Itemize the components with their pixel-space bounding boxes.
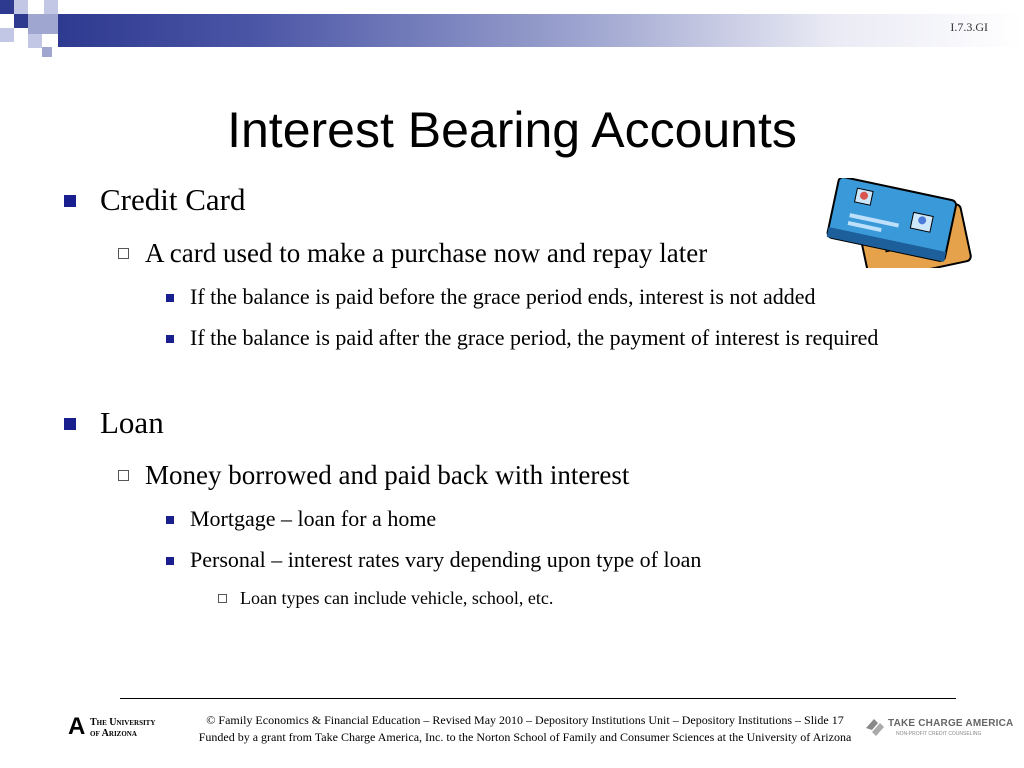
bullet-square-icon <box>64 418 76 430</box>
footer-divider <box>120 698 956 699</box>
tca-name: TAKE CHARGE AMERICA <box>888 718 1014 729</box>
tca-subtitle: NON-PROFIT CREDIT COUNSELING <box>896 731 982 737</box>
bullet-square-small-icon <box>166 516 174 524</box>
footer-text <box>190 712 860 746</box>
footer-copyright: © Family Economics & Financial Education – Revised May 2010 – Depository Institutions Unit – Depository Institutions – Slide 17 <box>206 713 844 727</box>
bullet-square-small-icon <box>166 294 174 302</box>
footer-funding: Funded by a grant from Take Charge America, Inc. to the Norton School of Family and Consumer Sciences at the University of Arizona <box>198 730 852 744</box>
loan-point: Mortgage – loan for a home <box>190 506 437 531</box>
loan-definition: Money borrowed and paid back with interest <box>145 460 630 490</box>
section-heading-loan: Loan <box>100 405 164 440</box>
slide-code: I.7.3.GI <box>950 20 988 34</box>
section-heading-credit-card: Credit Card <box>100 182 246 217</box>
tca-emblem-icon <box>864 716 886 738</box>
take-charge-america-logo <box>864 716 1014 742</box>
arizona-a-icon: A <box>68 713 86 740</box>
bullet-square-icon <box>64 195 76 207</box>
loan-subpoint: Loan types can include vehicle, school, etc. <box>240 588 554 608</box>
credit-card-point: If the balance is paid before the grace period ends, interest is not added <box>190 284 816 309</box>
bullet-square-small-icon <box>166 335 174 343</box>
credit-card-definition: A card used to make a purchase now and repay later <box>145 238 708 268</box>
bullet-box-icon <box>118 470 129 481</box>
credit-card-point: If the balance is paid after the grace period, the payment of interest is required <box>190 325 879 350</box>
university-logo-text: The University of Arizona <box>90 717 156 739</box>
bullet-box-small-icon <box>218 594 227 603</box>
bullet-box-icon <box>118 248 129 259</box>
bullet-square-small-icon <box>166 557 174 565</box>
university-of-arizona-logo <box>68 714 164 742</box>
slide-title: Interest Bearing Accounts <box>227 102 797 158</box>
loan-point: Personal – interest rates vary depending upon type of loan <box>190 547 702 572</box>
